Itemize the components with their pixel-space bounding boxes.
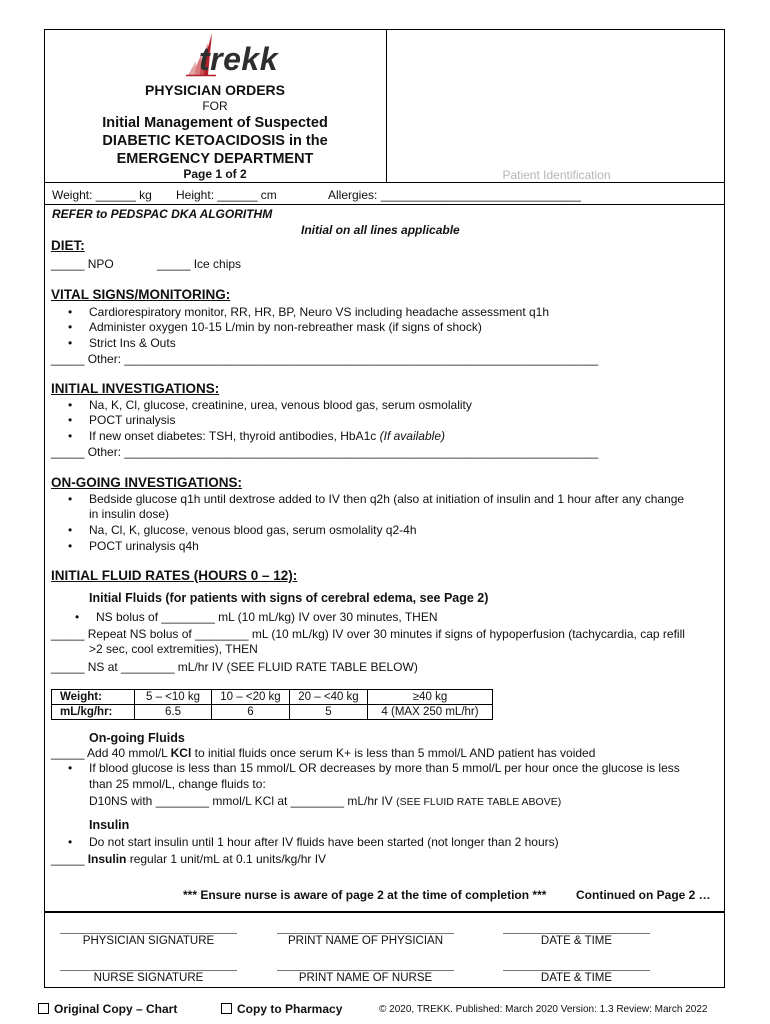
table-cell: 6.5 xyxy=(135,705,212,720)
insulin-suffix: regular 1 unit/mL at 0.1 units/kg/hr IV xyxy=(126,852,327,866)
diet-npo-option[interactable]: _____ NPO xyxy=(51,257,114,271)
kcl-bold: KCl xyxy=(170,746,192,760)
ongoing-fluids-subheading: On-going Fluids xyxy=(89,731,185,745)
patient-identification-box[interactable] xyxy=(386,29,725,183)
initial-investigations-heading: INITIAL INVESTIGATIONS: xyxy=(51,381,220,396)
vitals-other-field[interactable]: _____ Other: _______________________________________________________________________ xyxy=(51,352,599,366)
initial-fluid-rates-heading: INITIAL FLUID RATES (HOURS 0 – 12): xyxy=(51,568,298,583)
title-line-3: EMERGENCY DEPARTMENT xyxy=(116,151,314,167)
date-time-line-1[interactable] xyxy=(503,933,650,934)
fluid-rate-table xyxy=(51,689,493,720)
form-header xyxy=(44,29,725,183)
date-time-line-2[interactable] xyxy=(503,970,650,971)
diet-ice-chips-option[interactable]: _____ Ice chips xyxy=(157,257,242,271)
nurse-signature-line[interactable] xyxy=(60,970,237,971)
glucose-change-item-continued: than 25 mmol/L, change fluids to: xyxy=(89,777,266,791)
table-row xyxy=(52,705,493,720)
kcl-prefix: _____ Add 40 mmol/L xyxy=(51,746,171,760)
ongoing-investigation-item: • Bedside glucose q1h until dextrose added to IV then q2h (also at initiation of insulin and 1 hour after any change xyxy=(89,492,684,506)
insulin-subheading: Insulin xyxy=(89,818,130,832)
initial-investigation-item: • Na, K, Cl, glucose, creatinine, urea, venous blood gas, serum osmolality xyxy=(89,398,472,412)
diet-heading: DIET: xyxy=(51,238,85,253)
initial-investigations-other-field[interactable]: _____ Other: _______________________________________________________________________ xyxy=(51,445,599,459)
table-cell: ≥40 kg xyxy=(368,690,493,705)
weight-field[interactable]: Weight: ______ kg xyxy=(52,188,152,202)
ongoing-investigation-item: • POCT urinalysis q4h xyxy=(89,539,199,553)
ns-bolus-line[interactable]: • NS bolus of ________ mL (10 mL/kg) IV over 30 minutes, THEN xyxy=(96,610,438,624)
ensure-nurse-note: *** Ensure nurse is aware of page 2 at the time of completion *** xyxy=(183,888,547,902)
print-physician-label: PRINT NAME OF PHYSICIAN xyxy=(287,935,444,947)
print-physician-line[interactable] xyxy=(277,933,454,934)
d10ns-text: D10NS with ________ mmol/L KCl at ________ mL/hr IV xyxy=(89,794,393,808)
table-cell: 5 xyxy=(290,705,368,720)
vitals-item: • Cardiorespiratory monitor, RR, HR, BP, Neuro VS including headache assessment q1h xyxy=(89,305,549,319)
ns-rate-line[interactable]: _____ NS at ________ mL/hr IV (SEE FLUID RATE TABLE BELOW) xyxy=(51,660,418,674)
repeat-bolus-line[interactable]: _____ Repeat NS bolus of ________ mL (10 mL/kg) IV over 30 minutes if signs of hypoperfusion (tachycardia, cap refill xyxy=(51,627,685,641)
initial-instruction: Initial on all lines applicable xyxy=(301,223,460,237)
allergies-field[interactable]: Allergies: ______________________________ xyxy=(328,188,581,202)
measurements-row xyxy=(44,183,725,205)
item-text: If new onset diabetes: TSH, thyroid antibodies, HbA1c xyxy=(89,429,377,443)
physician-orders-heading: PHYSICIAN ORDERS xyxy=(144,82,286,98)
repeat-bolus-line-continued: >2 sec, cool extremities), THEN xyxy=(89,642,258,656)
ongoing-investigation-item: • Na, Cl, K, glucose, venous blood gas, serum osmolality q2-4h xyxy=(89,523,417,537)
table-cell: 5 – <10 kg xyxy=(135,690,212,705)
insulin-order-line[interactable] xyxy=(51,852,326,866)
trekk-logo: trekk xyxy=(199,41,278,77)
initial-investigation-item xyxy=(89,429,445,443)
weight-row-label: Weight: xyxy=(52,690,135,705)
kcl-suffix: to initial fluids once serum K+ is less than 5 mmol/L AND patient has voided xyxy=(191,746,596,760)
refer-algorithm-note: REFER to PEDSPAC DKA ALGORITHM xyxy=(52,207,273,221)
initial-fluids-subheading: Initial Fluids (for patients with signs of cerebral edema, see Page 2) xyxy=(89,591,489,605)
if-available-note: (If available) xyxy=(379,429,445,443)
table-cell: 6 xyxy=(212,705,290,720)
nurse-signature-label: NURSE SIGNATURE xyxy=(93,972,204,984)
title-line-1: Initial Management of Suspected xyxy=(102,115,328,131)
ongoing-investigations-heading: ON-GOING INVESTIGATIONS: xyxy=(51,475,243,490)
insulin-item: • Do not start insulin until 1 hour after IV fluids have been started (not longer than 2 hours) xyxy=(89,835,559,849)
copy-pharmacy-checkbox[interactable] xyxy=(221,1002,342,1016)
vitals-item: • Strict Ins & Outs xyxy=(89,336,176,350)
checkbox-icon[interactable] xyxy=(221,1003,232,1014)
checkbox-icon[interactable] xyxy=(38,1003,49,1014)
patient-identification-label: Patient Identification xyxy=(502,168,611,182)
date-time-label-2: DATE & TIME xyxy=(540,972,613,984)
table-row xyxy=(52,690,493,705)
d10ns-line[interactable] xyxy=(89,794,561,808)
original-copy-checkbox[interactable] xyxy=(38,1002,177,1016)
table-cell: 10 – <20 kg xyxy=(212,690,290,705)
print-nurse-label: PRINT NAME OF NURSE xyxy=(298,972,433,984)
for-label: FOR xyxy=(202,99,228,113)
initial-investigation-item: • POCT urinalysis xyxy=(89,413,175,427)
height-field[interactable]: Height: ______ cm xyxy=(176,188,277,202)
table-cell: 20 – <40 kg xyxy=(290,690,368,705)
continued-note: Continued on Page 2 … xyxy=(576,888,711,902)
glucose-change-item: • If blood glucose is less than 15 mmol/L OR decreases by more than 5 mmol/L per hour once the glucose is less xyxy=(89,761,680,775)
d10ns-note: (SEE FLUID RATE TABLE ABOVE) xyxy=(396,796,562,808)
print-nurse-line[interactable] xyxy=(277,970,454,971)
date-time-label-1: DATE & TIME xyxy=(540,935,613,947)
insulin-prefix: _____ xyxy=(51,852,88,866)
physician-signature-label: PHYSICIAN SIGNATURE xyxy=(82,935,215,947)
title-line-2: DIABETIC KETOACIDOSIS in the xyxy=(102,133,328,149)
rate-row-label: mL/kg/hr: xyxy=(52,705,135,720)
insulin-bold: Insulin xyxy=(87,852,127,866)
kcl-line[interactable] xyxy=(51,746,595,760)
copy-pharmacy-label: Copy to Pharmacy xyxy=(237,1002,343,1016)
copyright-notice: © 2020, TREKK. Published: March 2020 Version: 1.3 Review: March 2022 xyxy=(379,1004,708,1015)
physician-signature-line[interactable] xyxy=(60,933,237,934)
header-title-block xyxy=(44,29,386,183)
table-cell: 4 (MAX 250 mL/hr) xyxy=(368,705,493,720)
vital-signs-heading: VITAL SIGNS/MONITORING: xyxy=(51,287,231,302)
page-indicator: Page 1 of 2 xyxy=(183,167,247,181)
form-title xyxy=(44,114,386,168)
signature-divider xyxy=(44,911,725,913)
vitals-item: • Administer oxygen 10-15 L/min by non-rebreather mask (if signs of shock) xyxy=(89,320,482,334)
ongoing-investigation-item-continued: in insulin dose) xyxy=(89,507,170,521)
original-copy-label: Original Copy – Chart xyxy=(54,1002,178,1016)
